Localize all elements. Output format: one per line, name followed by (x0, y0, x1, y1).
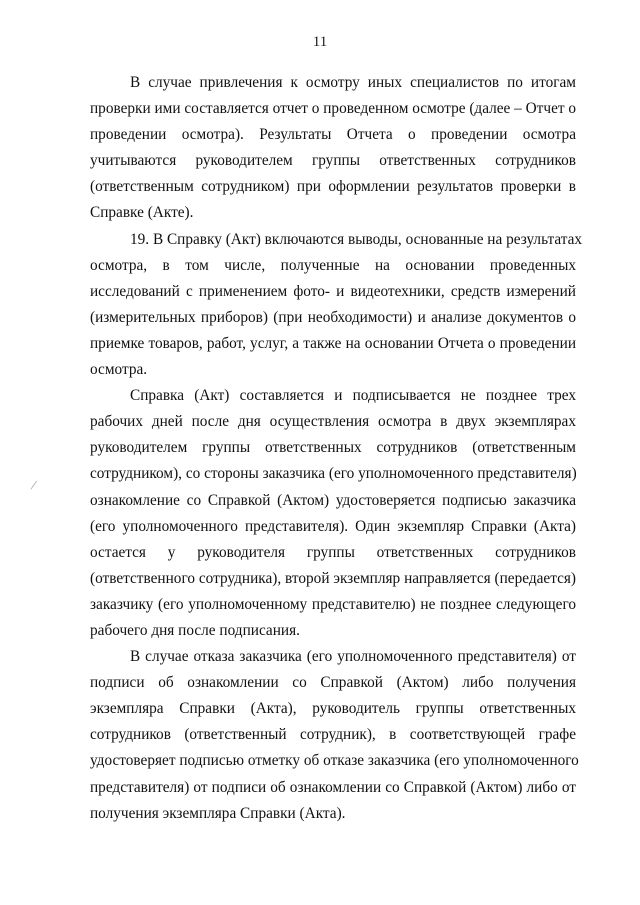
text-line: сотрудников (ответственный сотрудник), в соответствующей графе (90, 726, 576, 744)
paragraph-act-preparation (90, 383, 576, 644)
text-line: исследований с применением фото- и видеотехники, средств измерений (90, 282, 576, 300)
text-line: подписи об ознакомлении со Справкой (Актом) либо получения (90, 674, 576, 692)
text-line: проведении осмотра). Результаты Отчета о проведении осмотра (90, 126, 576, 144)
text-line: приемке товаров, работ, услуг, а также на основании Отчета о проведении (90, 334, 576, 352)
paragraph-refusal (90, 644, 579, 827)
text-line: В случае привлечения к осмотру иных специалистов по итогам (130, 74, 576, 91)
text-line: получения экземпляра Справки (Акта). (90, 804, 346, 822)
document-body (90, 70, 583, 827)
text-line: заказчику (его уполномоченному представителю) не позднее следующего (90, 595, 576, 613)
text-line: экземпляра Справки (Акта), руководитель группы ответственных (90, 700, 576, 718)
text-line: учитываются руководителем группы ответственных сотрудников (90, 152, 576, 170)
text-line: рабочего дня после подписания. (90, 621, 300, 639)
text-line: (ответственного сотрудника), второй экземпляр направляется (передается) (90, 569, 576, 587)
text-line: руководителем группы ответственных сотрудников (ответственным (90, 439, 576, 457)
text-line: остается у руководителя группы ответственных сотрудников (90, 543, 576, 561)
text-line: (его уполномоченного представителя). Один экземпляр Справки (Акта) (90, 517, 576, 535)
scan-artifact-mark (30, 481, 39, 491)
text-line: осмотра. (90, 361, 148, 379)
text-line: сотрудником), со стороны заказчика (его уполномоченного представителя) (90, 465, 577, 483)
text-line: 19. В Справку (Акт) включаются выводы, основанные на результатах (130, 230, 583, 248)
text-line: проверки ими составляется отчет о проведенном осмотре (далее – Отчет о (90, 100, 577, 118)
text-line: удостоверяет подписью отметку об отказе заказчика (его уполномоченного (90, 752, 579, 770)
text-line: (измерительных приборов) (при необходимости) и анализе документов о (90, 308, 576, 326)
page-number: 11 (312, 34, 328, 50)
text-line: представителя) от подписи об ознакомлении со Справкой (Актом) либо от (90, 778, 576, 796)
text-line: (ответственным сотрудником) при оформлении результатов проверки в (90, 178, 576, 196)
paragraph-item-19 (90, 227, 583, 384)
text-line: рабочих дней после дня осуществления осмотра в двух экземплярах (90, 413, 576, 431)
paragraph-inspection-report (90, 70, 576, 227)
text-line: Справка (Акт) составляется и подписывается не позднее трех (130, 387, 576, 405)
text-line: В случае отказа заказчика (его уполномоченного представителя) от (130, 648, 576, 666)
text-line: ознакомление со Справкой (Актом) удостоверяется подписью заказчика (90, 491, 576, 509)
text-line: Справке (Акте). (90, 204, 194, 222)
text-line: осмотра, в том числе, полученные на основании проведенных (90, 256, 576, 274)
